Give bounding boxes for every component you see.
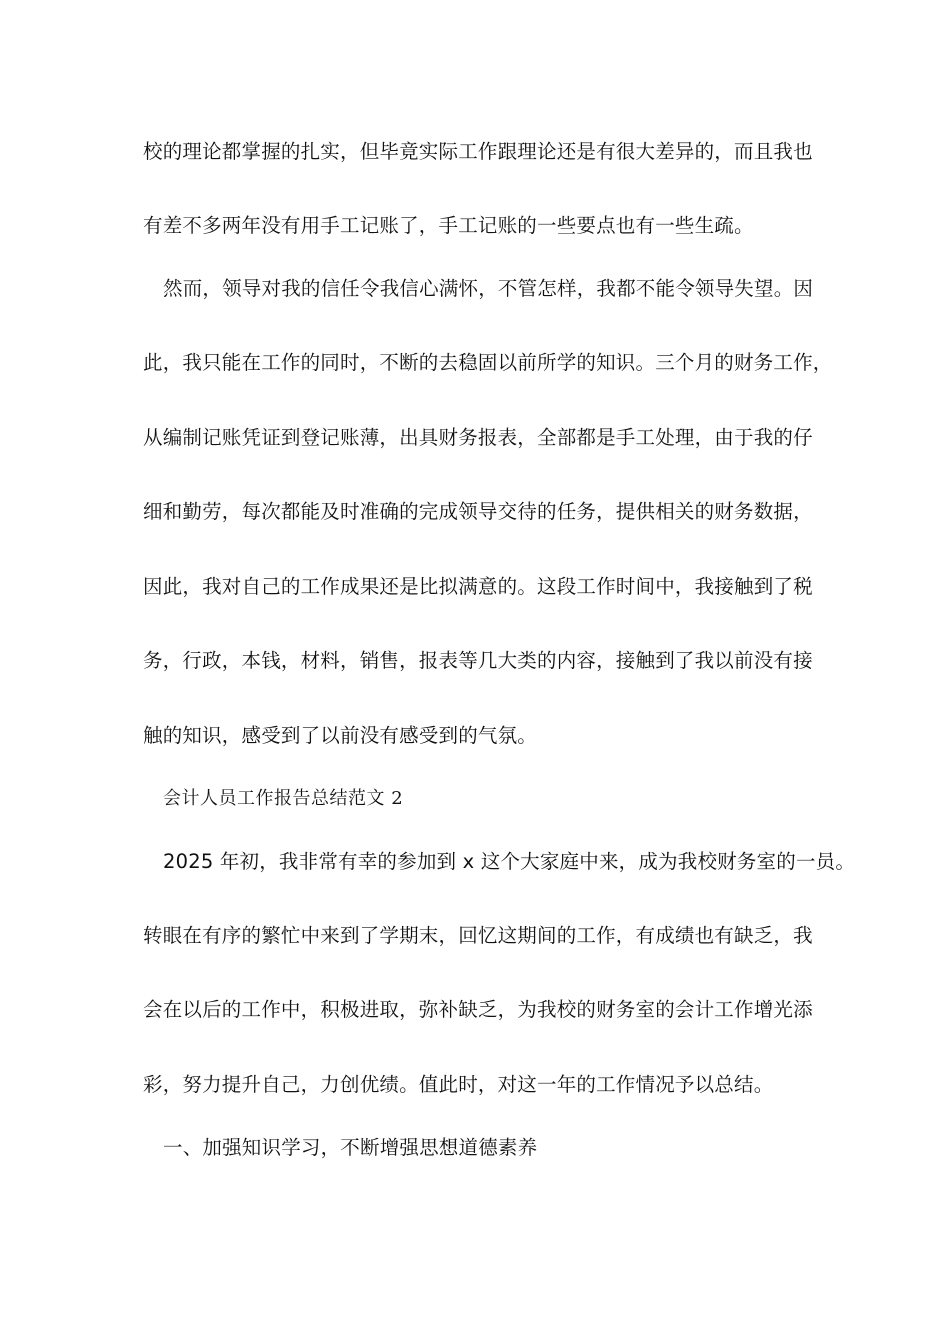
- paragraph-line: 务，行政，本钱，材料，销售，报表等几大类的内容，接触到了我以前没有接: [143, 649, 813, 672]
- paragraph-line: 此，我只能在工作的同时，不断的去稳固以前所学的知识。三个月的财务工作，: [143, 351, 833, 374]
- section-heading: 会计人员工作报告总结范文 2: [163, 788, 404, 809]
- paragraph-line: 有差不多两年没有用手工记账了，手工记账的一些要点也有一些生疏。: [143, 214, 754, 237]
- subsection-heading: 一、加强知识学习，不断增强思想道德素养: [163, 1136, 538, 1159]
- paragraph-line: 然而，领导对我的信任令我信心满怀，不管怎样，我都不能令领导失望。因: [163, 277, 814, 300]
- paragraph-line: 触的知识，感受到了以前没有感受到的气氛。: [143, 724, 538, 747]
- paragraph-line: 从编制记账凭证到登记账薄，出具财务报表，全部都是手工处理，由于我的仔: [143, 426, 813, 449]
- paragraph-line: 细和勤劳，每次都能及时准确的完成领导交待的任务，提供相关的财务数据，: [143, 500, 813, 523]
- paragraph-line: 会在以后的工作中，积极进取，弥补缺乏，为我校的财务室的会计工作增光添: [143, 998, 813, 1021]
- paragraph-line: 2025 年初，我非常有幸的参加到 x 这个大家庭中来，成为我校财务室的一员。: [163, 850, 856, 873]
- paragraph-line: 转眼在有序的繁忙中来到了学期末，回忆这期间的工作，有成绩也有缺乏，我: [143, 924, 813, 947]
- paragraph-line: 校的理论都掌握的扎实，但毕竟实际工作跟理论还是有很大差异的，而且我也: [143, 140, 813, 163]
- paragraph-line: 彩，努力提升自己，力创优绩。值此时，对这一年的工作情况予以总结。: [143, 1073, 774, 1096]
- paragraph-line: 因此，我对自己的工作成果还是比拟满意的。这段工作时间中，我接触到了税: [143, 575, 813, 598]
